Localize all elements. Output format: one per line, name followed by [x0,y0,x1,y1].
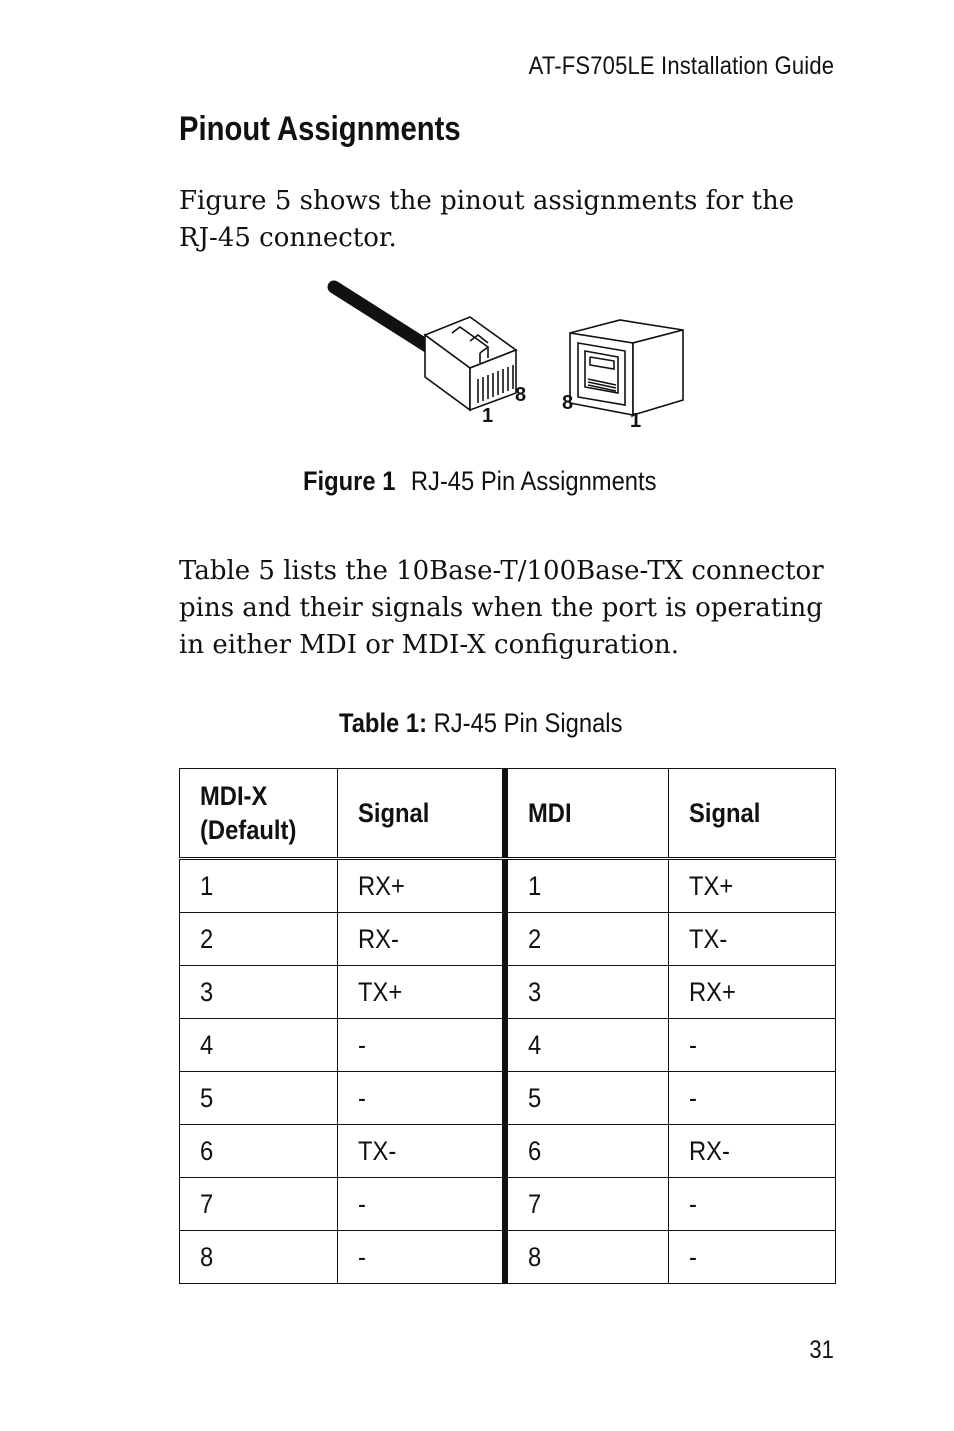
table-row [179,1125,836,1178]
figure-caption-label: Figure 1 [303,466,396,496]
table-cell: - [669,1072,836,1124]
jack-pin-1-label: 1 [630,410,642,432]
table-cell: - [338,1072,503,1124]
jack-pin-8-label: 8 [562,392,574,414]
table-row [179,1019,836,1072]
table-cell: 6 [179,1125,338,1177]
table-row [179,913,836,966]
table-cell: TX- [338,1125,503,1177]
table-cell: 6 [503,1125,669,1177]
table-caption-label: Table 1: [338,708,427,738]
table-cell: 4 [503,1019,669,1071]
table-cell: 7 [179,1178,338,1230]
header-cell-mdix: MDI-X (Default) [179,769,338,857]
table-cell: - [338,1231,503,1283]
table-row [179,1178,836,1231]
table-cell: TX+ [338,966,503,1018]
table-cell: TX+ [669,860,836,912]
table-cell: TX- [669,913,836,965]
pin-signals-table [179,768,836,1284]
table-row [179,1072,836,1125]
figure-caption-text: RJ-45 Pin Assignments [410,466,657,496]
table-cell: 1 [503,860,669,912]
table-caption [61,708,901,739]
header-cell-mdi: MDI [503,769,669,857]
figure-caption [60,466,900,497]
page-number: 31 [809,1336,834,1364]
table-cell: 4 [179,1019,338,1071]
rj45-plug-icon [425,317,516,410]
table-intro-paragraph: Table 5 lists the 10Base-T/100Base-TX connector pins and their signals when the port is operating in either MDI or MDI-X configuration. [179,556,824,660]
table-cell: RX+ [669,966,836,1018]
running-head: AT-FS705LE Installation Guide [528,52,834,80]
table-row [179,966,836,1019]
rj45-jack-icon [570,320,683,415]
table-header-row [179,768,836,860]
rj45-figure [320,275,700,440]
plug-pin-1-label: 1 [482,405,494,427]
table-cell: RX- [338,913,503,965]
header-cell-signal: Signal [338,769,503,857]
table-cell: - [669,1178,836,1230]
table-cell: - [338,1019,503,1071]
table-cell: 2 [503,913,669,965]
plug-pin-8-label: 8 [515,384,527,406]
table-body [179,860,836,1284]
table-cell: 7 [503,1178,669,1230]
section-title: Pinout Assignments [179,110,461,148]
table-row [179,860,836,913]
table-cell: 5 [179,1072,338,1124]
table-cell: 8 [179,1231,338,1283]
header-cell-signal: Signal [669,769,836,857]
table-cell: 3 [179,966,338,1018]
rj45-connector-illustration [320,275,700,440]
table-cell: - [669,1231,836,1283]
table-cell: RX- [669,1125,836,1177]
table-row [179,1231,836,1284]
table-cell: RX+ [338,860,503,912]
table-cell: 3 [503,966,669,1018]
table-cell: 8 [503,1231,669,1283]
intro-paragraph: Figure 5 shows the pinout assignments for the RJ-45 connector. [179,186,795,253]
table-cell: 1 [179,860,338,912]
table-cell: - [669,1019,836,1071]
table-caption-text: RJ-45 Pin Signals [433,708,623,738]
table-cell: - [338,1178,503,1230]
table-cell: 5 [503,1072,669,1124]
table-cell: 2 [179,913,338,965]
